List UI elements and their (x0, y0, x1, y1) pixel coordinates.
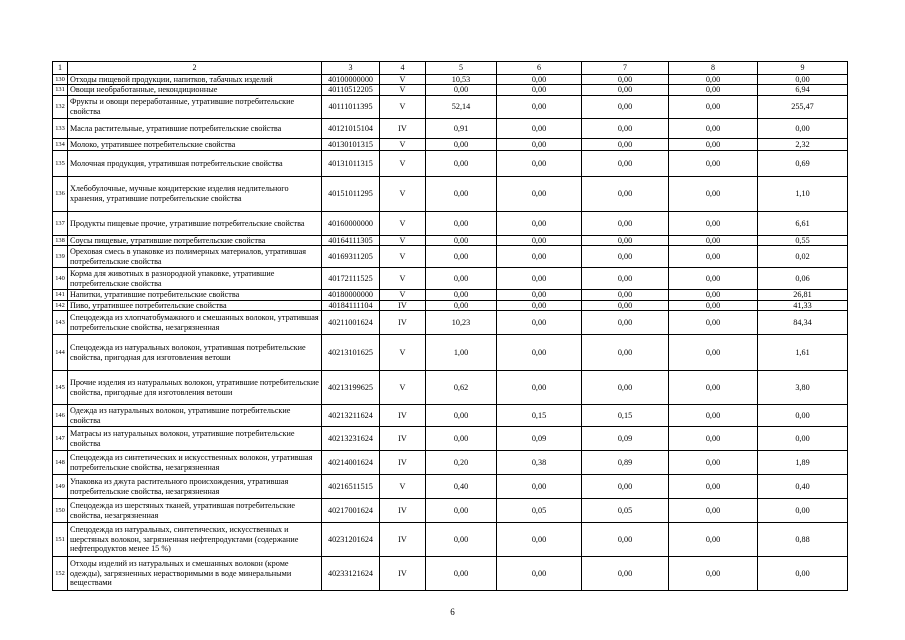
fkko-code-cell: 40214001624 (322, 451, 380, 475)
value-cell-7: 0,09 (582, 427, 669, 451)
value-cell-9: 0,55 (758, 235, 848, 245)
value-cell-5: 0,00 (426, 235, 497, 245)
value-cell-6: 0,00 (497, 268, 582, 290)
row-number-cell: 138 (53, 235, 68, 245)
value-cell-9: 0,00 (758, 427, 848, 451)
hazard-class-cell: V (380, 85, 426, 95)
row-number-cell: 151 (53, 523, 68, 557)
row-number-cell: 143 (53, 311, 68, 335)
value-cell-6: 0,00 (497, 523, 582, 557)
hazard-class-cell: V (380, 268, 426, 290)
fkko-code-cell: 40213199625 (322, 371, 380, 405)
row-number-cell: 150 (53, 499, 68, 523)
value-cell-9: 0,00 (758, 405, 848, 427)
table-row (53, 75, 848, 85)
value-cell-7: 0,00 (582, 371, 669, 405)
waste-name-cell: Фрукты и овощи переработанные, утратившие потребительские свойства (68, 95, 322, 118)
value-cell-8: 0,00 (669, 75, 758, 85)
fkko-code-cell: 40213211624 (322, 405, 380, 427)
row-number-cell: 130 (53, 75, 68, 85)
hazard-class-cell: V (380, 211, 426, 235)
value-cell-9: 255,47 (758, 95, 848, 118)
value-cell-7: 0,05 (582, 499, 669, 523)
value-cell-8: 0,00 (669, 311, 758, 335)
waste-name-cell: Соусы пищевые, утратившие потребительские свойства (68, 235, 322, 245)
row-number-cell: 145 (53, 371, 68, 405)
value-cell-7: 0,00 (582, 300, 669, 310)
value-cell-6: 0,00 (497, 150, 582, 176)
fkko-code-cell: 40213101625 (322, 335, 380, 371)
value-cell-9: 3,80 (758, 371, 848, 405)
table-row (53, 405, 848, 427)
value-cell-6: 0,00 (497, 335, 582, 371)
hazard-class-cell: V (380, 95, 426, 118)
waste-name-cell: Пиво, утратившее потребительские свойства (68, 300, 322, 310)
value-cell-9: 0,06 (758, 268, 848, 290)
value-cell-6: 0,00 (497, 95, 582, 118)
row-number-cell: 135 (53, 150, 68, 176)
value-cell-5: 0,00 (426, 427, 497, 451)
value-cell-9: 0,40 (758, 475, 848, 499)
waste-name-cell: Одежда из натуральных волокон, утратившие потребительские свойства (68, 405, 322, 427)
row-number-cell: 149 (53, 475, 68, 499)
row-number-cell: 133 (53, 118, 68, 138)
table-row (53, 451, 848, 475)
value-cell-7: 0,00 (582, 211, 669, 235)
fkko-code-cell: 40121015104 (322, 118, 380, 138)
header-cell: 9 (758, 62, 848, 75)
hazard-class-cell: V (380, 335, 426, 371)
value-cell-5: 0,00 (426, 499, 497, 523)
value-cell-9: 1,61 (758, 335, 848, 371)
value-cell-5: 0,00 (426, 268, 497, 290)
waste-name-cell: Спецодежда из натуральных волокон, утратившая потребительские свойства, пригодная для изготовления ветоши (68, 335, 322, 371)
header-cell: 3 (322, 62, 380, 75)
value-cell-6: 0,00 (497, 138, 582, 150)
header-cell: 6 (497, 62, 582, 75)
value-cell-9: 26,81 (758, 290, 848, 300)
table-row (53, 150, 848, 176)
table-row (53, 475, 848, 499)
value-cell-9: 0,00 (758, 118, 848, 138)
value-cell-7: 0,00 (582, 75, 669, 85)
hazard-class-cell: V (380, 235, 426, 245)
value-cell-6: 0,05 (497, 499, 582, 523)
value-cell-6: 0,15 (497, 405, 582, 427)
value-cell-7: 0,00 (582, 176, 669, 211)
value-cell-5: 10,23 (426, 311, 497, 335)
value-cell-5: 0,40 (426, 475, 497, 499)
hazard-class-cell: IV (380, 427, 426, 451)
fkko-code-cell: 40111011395 (322, 95, 380, 118)
value-cell-9: 2,32 (758, 138, 848, 150)
table-row (53, 211, 848, 235)
value-cell-8: 0,00 (669, 335, 758, 371)
value-cell-7: 0,00 (582, 475, 669, 499)
waste-name-cell: Корма для животных в разнородной упаковке, утратившие потребительские свойства (68, 268, 322, 290)
hazard-class-cell: V (380, 290, 426, 300)
waste-name-cell: Спецодежда из натуральных, синтетических, искусственных и шерстяных волокон, загрязненная нефтепродуктами (содержание нефтепродуктов менее 15 %) (68, 523, 322, 557)
fkko-code-cell: 40160000000 (322, 211, 380, 235)
value-cell-5: 1,00 (426, 335, 497, 371)
fkko-code-cell: 40130101315 (322, 138, 380, 150)
hazard-class-cell: IV (380, 499, 426, 523)
fkko-code-cell: 40180000000 (322, 290, 380, 300)
value-cell-6: 0,00 (497, 85, 582, 95)
waste-name-cell: Ореховая смесь в упаковке из полимерных материалов, утратившая потребительские свойства (68, 246, 322, 268)
value-cell-5: 0,00 (426, 246, 497, 268)
waste-name-cell: Овощи необработанные, некондиционные (68, 85, 322, 95)
hazard-class-cell: V (380, 371, 426, 405)
value-cell-8: 0,00 (669, 268, 758, 290)
waste-name-cell: Молочная продукция, утратившая потребительские свойства (68, 150, 322, 176)
table-row (53, 176, 848, 211)
value-cell-8: 0,00 (669, 138, 758, 150)
fkko-code-cell: 40184111104 (322, 300, 380, 310)
value-cell-9: 6,94 (758, 85, 848, 95)
value-cell-7: 0,00 (582, 290, 669, 300)
value-cell-5: 0,00 (426, 138, 497, 150)
value-cell-8: 0,00 (669, 85, 758, 95)
row-number-cell: 144 (53, 335, 68, 371)
row-number-cell: 152 (53, 557, 68, 591)
value-cell-7: 0,00 (582, 311, 669, 335)
value-cell-9: 1,89 (758, 451, 848, 475)
value-cell-9: 0,88 (758, 523, 848, 557)
value-cell-8: 0,00 (669, 405, 758, 427)
table-row (53, 95, 848, 118)
value-cell-5: 52,14 (426, 95, 497, 118)
waste-name-cell: Упаковка из джута растительного происхождения, утратившая потребительские свойства, незагрязненная (68, 475, 322, 499)
table-row (53, 118, 848, 138)
value-cell-9: 0,00 (758, 499, 848, 523)
value-cell-5: 0,20 (426, 451, 497, 475)
row-number-cell: 136 (53, 176, 68, 211)
value-cell-6: 0,38 (497, 451, 582, 475)
value-cell-6: 0,00 (497, 176, 582, 211)
value-cell-7: 0,00 (582, 557, 669, 591)
row-number-cell: 140 (53, 268, 68, 290)
value-cell-6: 0,00 (497, 290, 582, 300)
table-row (53, 371, 848, 405)
value-cell-7: 0,00 (582, 235, 669, 245)
value-cell-9: 0,02 (758, 246, 848, 268)
header-cell: 8 (669, 62, 758, 75)
value-cell-8: 0,00 (669, 523, 758, 557)
value-cell-5: 0,00 (426, 405, 497, 427)
fkko-code-cell: 40233121624 (322, 557, 380, 591)
value-cell-8: 0,00 (669, 235, 758, 245)
value-cell-5: 0,00 (426, 150, 497, 176)
waste-name-cell: Матрасы из натуральных волокон, утратившие потребительские свойства (68, 427, 322, 451)
row-number-cell: 148 (53, 451, 68, 475)
hazard-class-cell: V (380, 75, 426, 85)
value-cell-7: 0,00 (582, 95, 669, 118)
header-cell: 2 (68, 62, 322, 75)
value-cell-6: 0,09 (497, 427, 582, 451)
waste-name-cell: Молоко, утратившее потребительские свойства (68, 138, 322, 150)
value-cell-5: 0,00 (426, 85, 497, 95)
fkko-code-cell: 40172111525 (322, 268, 380, 290)
table-row (53, 523, 848, 557)
hazard-class-cell: IV (380, 118, 426, 138)
value-cell-8: 0,00 (669, 246, 758, 268)
fkko-code-cell: 40231201624 (322, 523, 380, 557)
value-cell-8: 0,00 (669, 211, 758, 235)
value-cell-5: 0,00 (426, 557, 497, 591)
value-cell-9: 0,69 (758, 150, 848, 176)
value-cell-6: 0,00 (497, 475, 582, 499)
table-row (53, 85, 848, 95)
hazard-class-cell: IV (380, 405, 426, 427)
value-cell-6: 0,00 (497, 211, 582, 235)
value-cell-8: 0,00 (669, 499, 758, 523)
fkko-code-cell: 40211001624 (322, 311, 380, 335)
page-number: 6 (450, 607, 455, 617)
value-cell-8: 0,00 (669, 150, 758, 176)
value-cell-6: 0,00 (497, 118, 582, 138)
value-cell-9: 41,33 (758, 300, 848, 310)
hazard-class-cell: V (380, 176, 426, 211)
value-cell-8: 0,00 (669, 176, 758, 211)
header-cell: 1 (53, 62, 68, 75)
value-cell-5: 0,62 (426, 371, 497, 405)
hazard-class-cell: V (380, 475, 426, 499)
row-number-cell: 147 (53, 427, 68, 451)
hazard-class-cell: IV (380, 311, 426, 335)
fkko-code-cell: 40169311205 (322, 246, 380, 268)
value-cell-8: 0,00 (669, 290, 758, 300)
row-number-cell: 142 (53, 300, 68, 310)
waste-name-cell: Спецодежда из шерстяных тканей, утратившая потребительские свойства, незагрязненная (68, 499, 322, 523)
value-cell-5: 0,00 (426, 176, 497, 211)
value-cell-7: 0,15 (582, 405, 669, 427)
fkko-code-cell: 40217001624 (322, 499, 380, 523)
waste-name-cell: Отходы пищевой продукции, напитков, табачных изделий (68, 75, 322, 85)
value-cell-6: 0,00 (497, 75, 582, 85)
value-cell-6: 0,00 (497, 300, 582, 310)
value-cell-5: 0,00 (426, 290, 497, 300)
waste-name-cell: Напитки, утратившие потребительские свойства (68, 290, 322, 300)
table-row (53, 311, 848, 335)
hazard-class-cell: V (380, 246, 426, 268)
fkko-code-cell: 40164111305 (322, 235, 380, 245)
table-row (53, 427, 848, 451)
fkko-code-cell: 40110512205 (322, 85, 380, 95)
value-cell-5: 0,00 (426, 211, 497, 235)
fkko-code-cell: 40213231624 (322, 427, 380, 451)
hazard-class-cell: V (380, 150, 426, 176)
header-cell: 7 (582, 62, 669, 75)
hazard-class-cell: IV (380, 557, 426, 591)
value-cell-9: 0,00 (758, 75, 848, 85)
value-cell-9: 84,34 (758, 311, 848, 335)
hazard-class-cell: IV (380, 300, 426, 310)
value-cell-8: 0,00 (669, 300, 758, 310)
fkko-code-cell: 40216511515 (322, 475, 380, 499)
header-cell: 4 (380, 62, 426, 75)
table-row (53, 246, 848, 268)
value-cell-7: 0,00 (582, 85, 669, 95)
value-cell-5: 0,00 (426, 300, 497, 310)
table-row (53, 290, 848, 300)
waste-name-cell: Хлебобулочные, мучные кондитерские изделия недлительного хранения, утратившие потребительские свойства (68, 176, 322, 211)
table-row (53, 235, 848, 245)
value-cell-7: 0,00 (582, 246, 669, 268)
fkko-code-cell: 40131011315 (322, 150, 380, 176)
waste-name-cell: Спецодежда из хлопчатобумажного и смешанных волокон, утратившая потребительские свойства, незагрязненная (68, 311, 322, 335)
value-cell-8: 0,00 (669, 95, 758, 118)
table-row (53, 138, 848, 150)
row-number-cell: 137 (53, 211, 68, 235)
value-cell-7: 0,00 (582, 335, 669, 371)
value-cell-8: 0,00 (669, 371, 758, 405)
hazard-class-cell: IV (380, 451, 426, 475)
row-number-cell: 131 (53, 85, 68, 95)
waste-name-cell: Прочие изделия из натуральных волокон, утратившие потребительские свойства, пригодные для изготовления ветоши (68, 371, 322, 405)
value-cell-7: 0,00 (582, 150, 669, 176)
row-number-cell: 132 (53, 95, 68, 118)
hazard-class-cell: V (380, 138, 426, 150)
value-cell-8: 0,00 (669, 427, 758, 451)
table-row (53, 300, 848, 310)
table-row (53, 268, 848, 290)
value-cell-6: 0,00 (497, 557, 582, 591)
table-row (53, 557, 848, 591)
value-cell-5: 0,91 (426, 118, 497, 138)
value-cell-8: 0,00 (669, 557, 758, 591)
value-cell-6: 0,00 (497, 235, 582, 245)
waste-table (52, 61, 848, 591)
value-cell-7: 0,00 (582, 138, 669, 150)
waste-name-cell: Масла растительные, утратившие потребительские свойства (68, 118, 322, 138)
header-row (53, 62, 848, 75)
value-cell-7: 0,89 (582, 451, 669, 475)
waste-name-cell: Отходы изделий из натуральных и смешанных волокон (кроме одежды), загрязненных нерастворимыми в воде минеральными веществами (68, 557, 322, 591)
value-cell-8: 0,00 (669, 118, 758, 138)
value-cell-5: 0,00 (426, 523, 497, 557)
table-row (53, 499, 848, 523)
hazard-class-cell: IV (380, 523, 426, 557)
value-cell-8: 0,00 (669, 451, 758, 475)
table-row (53, 335, 848, 371)
value-cell-6: 0,00 (497, 311, 582, 335)
row-number-cell: 141 (53, 290, 68, 300)
fkko-code-cell: 40151011295 (322, 176, 380, 211)
waste-name-cell: Продукты пищевые прочие, утратившие потребительские свойства (68, 211, 322, 235)
value-cell-7: 0,00 (582, 118, 669, 138)
value-cell-6: 0,00 (497, 371, 582, 405)
row-number-cell: 139 (53, 246, 68, 268)
header-cell: 5 (426, 62, 497, 75)
value-cell-8: 0,00 (669, 475, 758, 499)
waste-name-cell: Спецодежда из синтетических и искусственных волокон, утратившая потребительские свойства, незагрязненная (68, 451, 322, 475)
value-cell-9: 0,00 (758, 557, 848, 591)
value-cell-9: 6,61 (758, 211, 848, 235)
row-number-cell: 146 (53, 405, 68, 427)
value-cell-7: 0,00 (582, 268, 669, 290)
value-cell-9: 1,10 (758, 176, 848, 211)
value-cell-7: 0,00 (582, 523, 669, 557)
fkko-code-cell: 40100000000 (322, 75, 380, 85)
value-cell-6: 0,00 (497, 246, 582, 268)
value-cell-5: 10,53 (426, 75, 497, 85)
row-number-cell: 134 (53, 138, 68, 150)
